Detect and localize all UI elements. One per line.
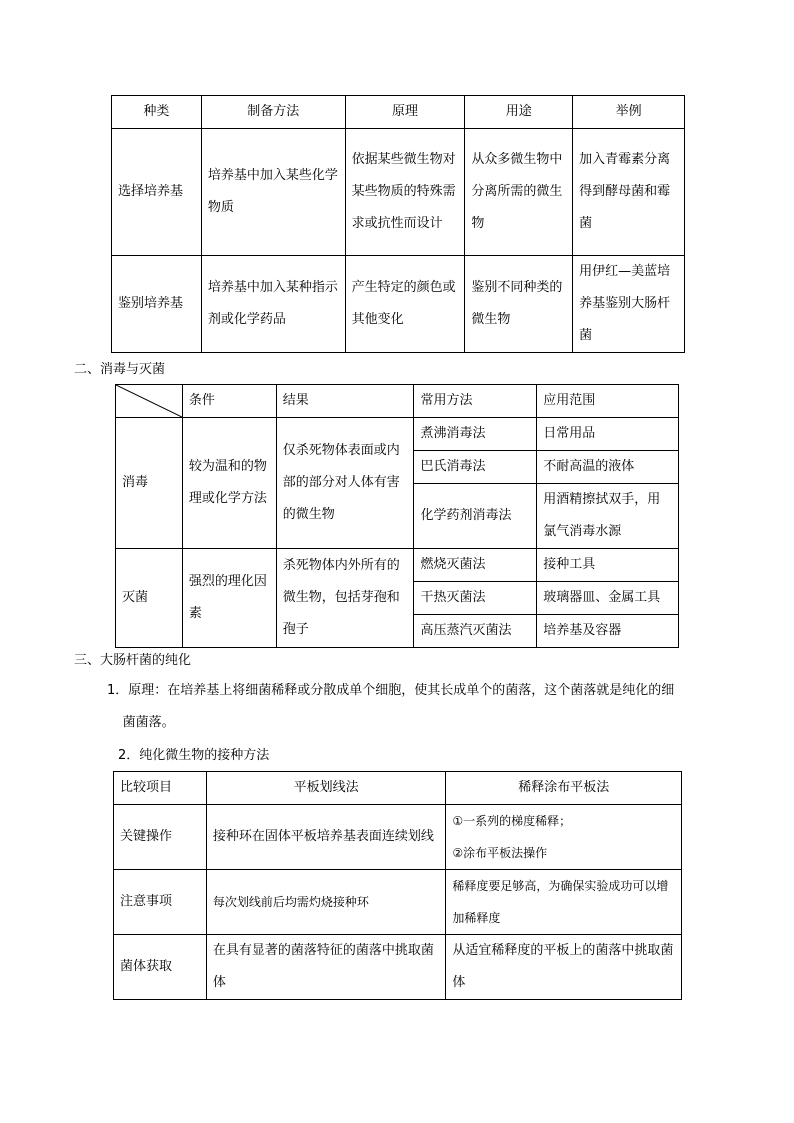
disinfection-condition: 较为温和的物理或化学方法 xyxy=(182,418,276,549)
row-method: 培养基中加入某些化学物质 xyxy=(201,129,345,256)
method-cell: 巴氏消毒法 xyxy=(414,451,537,484)
method-cell: 干热灭菌法 xyxy=(414,582,537,615)
spread-line: ②涂布平板法操作 xyxy=(452,846,548,860)
method-cell: 高压蒸汽灭菌法 xyxy=(414,615,537,648)
header-streak: 平板划线法 xyxy=(206,772,446,805)
sterilization-result: 杀死物体内外所有的微生物，包括芽孢和孢子 xyxy=(276,549,414,648)
row-type: 鉴别培养基 xyxy=(112,256,202,353)
item-cell: 关键操作 xyxy=(114,805,207,870)
row-principle: 依据某些微生物对某些物质的特殊需求或抗性而设计 xyxy=(345,129,465,256)
principle-paragraph: 1．原理：在培养基上将细菌稀释或分散成单个细胞，使其长成单个的菌落，这个菌落就是纯化的细菌菌落。 xyxy=(107,683,675,730)
header-item: 比较项目 xyxy=(114,772,207,805)
header-methods: 常用方法 xyxy=(414,385,537,418)
disinfection-result: 仅杀死物体表面或内部的部分对人体有害的微生物 xyxy=(276,418,414,549)
spread-cell xyxy=(446,805,682,870)
spread-line: ①一系列的梯度稀释； xyxy=(452,814,572,828)
scope-cell: 用酒精擦拭双手，用氯气消毒水源 xyxy=(537,484,679,549)
spread-cell: 稀释度要足够高，为确保实验成功可以增加稀释度 xyxy=(446,870,682,935)
section-title: 三、大肠杆菌的纯化 xyxy=(74,653,192,668)
sterilization-condition: 强烈的理化因素 xyxy=(182,549,276,648)
media-table xyxy=(111,95,685,353)
row-example: 用伊红—美蓝培养基鉴别大肠杆菌 xyxy=(573,256,685,353)
scope-cell: 不耐高温的液体 xyxy=(537,451,679,484)
item-cell: 注意事项 xyxy=(114,870,207,935)
header-condition: 条件 xyxy=(182,385,276,418)
streak-cell: 每次划线前后均需灼烧接种环 xyxy=(206,870,446,935)
spread-cell: 从适宜稀释度的平板上的菌落中挑取菌体 xyxy=(446,935,682,1000)
diagonal-header-cell xyxy=(116,385,183,418)
scope-cell: 玻璃器皿、金属工具 xyxy=(537,582,679,615)
method-cell: 煮沸消毒法 xyxy=(414,418,537,451)
disinfection-label: 消毒 xyxy=(116,418,183,549)
header-example: 举例 xyxy=(573,96,685,129)
scope-cell: 培养基及容器 xyxy=(537,615,679,648)
streak-cell: 接种环在固体平板培养基表面连续划线 xyxy=(206,805,446,870)
item-cell: 菌体获取 xyxy=(114,935,207,1000)
method-cell: 燃烧灭菌法 xyxy=(414,549,537,582)
header-principle: 原理 xyxy=(345,96,465,129)
row-use: 鉴别不同种类的微生物 xyxy=(465,256,573,353)
row-example: 加入青霉素分离得到酵母菌和霉菌 xyxy=(573,129,685,256)
row-use: 从众多微生物中分离所需的微生物 xyxy=(465,129,573,256)
header-result: 结果 xyxy=(276,385,414,418)
row-principle: 产生特定的颜色或其他变化 xyxy=(345,256,465,353)
purification-table xyxy=(113,771,682,1000)
row-type: 选择培养基 xyxy=(112,129,202,256)
scope-cell: 日常用品 xyxy=(537,418,679,451)
streak-cell: 在具有显著的菌落特征的菌落中挑取菌体 xyxy=(206,935,446,1000)
diagonal-line-icon xyxy=(116,385,182,417)
section-title: 二、消毒与灭菌 xyxy=(74,362,166,377)
method-cell: 化学药剂消毒法 xyxy=(414,484,537,549)
header-use: 用途 xyxy=(465,96,573,129)
header-scope: 应用范围 xyxy=(537,385,679,418)
sterilization-table xyxy=(115,384,679,648)
sterilization-label: 灭菌 xyxy=(116,549,183,648)
row-method: 培养基中加入某种指示剂或化学药品 xyxy=(201,256,345,353)
scope-cell: 接种工具 xyxy=(537,549,679,582)
header-type: 种类 xyxy=(112,96,202,129)
header-method: 制备方法 xyxy=(201,96,345,129)
header-spread: 稀释涂布平板法 xyxy=(446,772,682,805)
method-subtitle: 2．纯化微生物的接种方法 xyxy=(118,748,270,763)
